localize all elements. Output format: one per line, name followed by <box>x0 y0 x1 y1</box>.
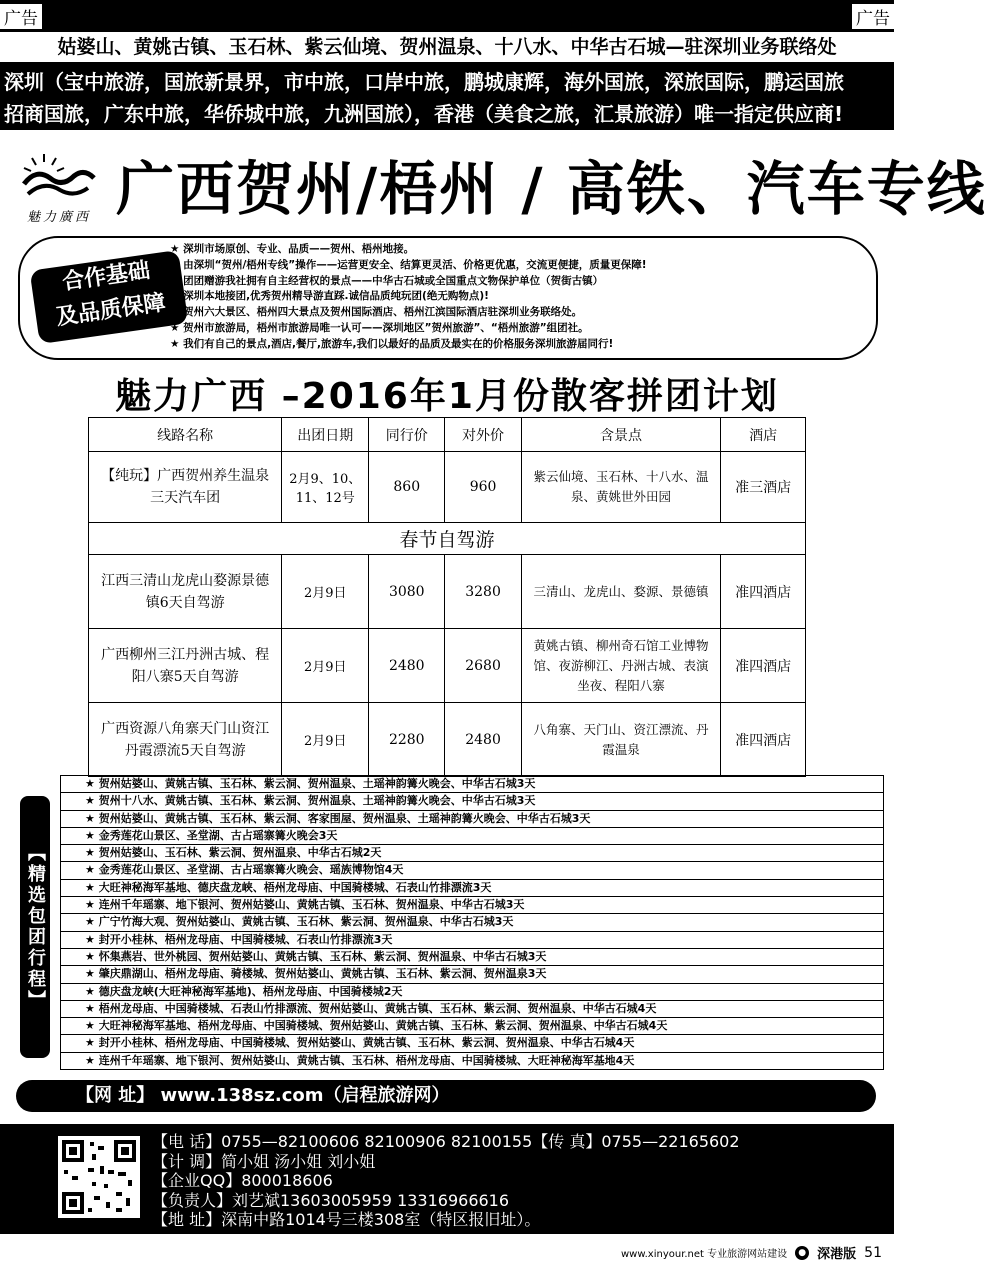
hotel-cell: 准四酒店 <box>721 703 806 777</box>
page-number: 51 <box>864 1244 882 1261</box>
route-cell: 江西三清山龙虎山婺源景德镇6天自驾游 <box>89 555 282 629</box>
tour-item: ★ 封开小桂林、梧州龙母庙、中国骑楼城、贺州姑婆山、黄姚古镇、玉石林、紫云洞、贺州温泉、中华古石城4天 <box>61 1035 883 1052</box>
quality-badge <box>30 250 189 344</box>
sights-cell: 八角寨、天门山、资江漂流、丹霞温泉 <box>521 703 721 777</box>
sights-cell: 紫云仙境、玉石林、十八水、温泉、黄姚世外田园 <box>521 452 721 523</box>
tour-item: ★ 肇庆鼎湖山、梧州龙母庙、骑楼城、贺州姑婆山、黄姚古镇、玉石林、紫云洞、贺州温泉3天 <box>61 966 883 983</box>
quality-info-box <box>18 236 878 360</box>
hotel-cell: 准三酒店 <box>721 452 806 523</box>
public-price-cell: 2680 <box>445 629 521 703</box>
contact-list <box>152 1132 740 1230</box>
footer-site: www.xinyour.net 专业旅游网站建设 <box>620 1249 788 1260</box>
edition-label: 深港版 <box>817 1247 857 1262</box>
manager-line: 【负责人】刘艺斌13603005959 13316966616 <box>152 1190 510 1210</box>
schedule-table <box>88 417 806 777</box>
phone-line: 【电 话】0755—82100606 82100906 82100155【传 真】0755—22165602 <box>152 1132 740 1151</box>
bullet-item: ★ 由深圳“贺州/梧州专线”操作——运营更安全、结算更灵活、价格更优惠，交流更便捷，质量更保障! <box>170 258 647 271</box>
bullet-item: ★ 团团赠游我社拥有自主经营权的景点——中华古石城或全国重点文物保护单位（贺街古镇） <box>170 274 604 287</box>
edition-icon: ● <box>795 1246 809 1260</box>
public-price-cell: 2480 <box>445 703 521 777</box>
selected-tours-label-text: 【精选包团行程】 <box>25 843 46 1011</box>
hotel-cell: 准四酒店 <box>721 629 806 703</box>
qq-line: 【企业QQ】800018606 <box>152 1171 333 1190</box>
header-line-3: 招商国旅，广东中旅，华侨城中旅，九洲国旅），香港（美食之旅，汇景旅游）唯一指定供应商! <box>4 102 844 126</box>
planner-line: 【计 调】简小姐 汤小姐 刘小姐 <box>152 1151 376 1171</box>
tour-item: ★ 金秀莲花山景区、圣堂湖、古占瑶寨篝火晚会、瑶族博物馆4天 <box>61 862 883 879</box>
sun-wave-icon <box>14 150 104 202</box>
selected-tours-label <box>20 796 50 1058</box>
badge-line-2: 及品质保障 <box>54 290 168 331</box>
bullet-item: ★ 我们有自己的景点,酒店,餐厅,旅游车,我们以最好的品质及最实在的价格服务深圳旅游届同行! <box>170 337 614 350</box>
plan-title: 魅力广西 –2016年1月份散客拼团计划 <box>115 376 779 417</box>
public-price-cell: 3280 <box>445 555 521 629</box>
tour-item: ★ 贺州姑婆山、玉石林、紫云洞、贺州温泉、中华古石城2天 <box>61 845 883 862</box>
tour-item: ★ 贺州十八水、黄姚古镇、玉石林、紫云洞、贺州温泉、土瑶神韵篝火晚会、中华古石城3天 <box>61 793 883 810</box>
bullet-item: ★ 深圳本地接团,优秀贺州精导游直踩.诚信品质纯玩团(绝无购物点)! <box>170 290 489 303</box>
tour-item: ★ 大旺神秘海军基地、梧州龙母庙、中国骑楼城、贺州姑婆山、黄姚古镇、玉石林、紫云洞、贺州温泉、中华古石城4天 <box>61 1018 883 1035</box>
header-band <box>0 0 894 130</box>
table-header: 线路名称 <box>89 418 282 452</box>
route-cell: 广西柳州三江丹洲古城、程阳八寨5天自驾游 <box>89 629 282 703</box>
peer-price-cell: 860 <box>369 452 445 523</box>
table-row <box>89 452 806 523</box>
contact-footer <box>0 1124 894 1234</box>
bullet-item: ★ 深圳市场原创、专业、品质——贺州、梧州地接。 <box>170 243 415 255</box>
date-cell: 2月9日 <box>282 555 369 629</box>
header-line-2: 深圳（宝中旅游，国旅新景界，市中旅，口岸中旅，鹏城康辉，海外国旅，深旅国际，鹏运国旅 <box>4 70 844 94</box>
tour-item: ★ 大旺神秘海军基地、德庆盘龙峡、梧州龙母庙、中国骑楼城、石表山竹排漂流3天 <box>61 880 883 897</box>
route-cell: 【纯玩】广西贺州养生温泉三天汽车团 <box>89 452 282 523</box>
route-cell: 广西资源八角寨天门山资江丹霞漂流5天自驾游 <box>89 703 282 777</box>
section-title: 春节自驾游 <box>89 523 806 555</box>
public-price-cell: 960 <box>445 452 521 523</box>
bullet-item: ★ 贺州市旅游局，梧州市旅游局唯一认可——深圳地区”贺州旅游”、“梧州旅游”组团社。 <box>170 321 589 334</box>
table-row <box>89 703 806 777</box>
header-line-1: 姑婆山、黄姚古镇、玉石林、紫云仙境、贺州温泉、十八水、中华古石城—驻深圳业务联络处 <box>0 32 894 62</box>
hotel-cell: 准四酒店 <box>721 555 806 629</box>
ad-label-left: 广告 <box>0 4 42 29</box>
section-row <box>89 523 806 555</box>
tour-item: ★ 连州千年瑶寨、地下银河、贺州姑婆山、黄姚古镇、玉石林、贺州温泉、中华古石城3天 <box>61 897 883 914</box>
page-footer <box>621 1243 882 1262</box>
table-row <box>89 629 806 703</box>
peer-price-cell: 3080 <box>369 555 445 629</box>
peer-price-cell: 2280 <box>369 703 445 777</box>
qr-code-icon[interactable] <box>58 1136 140 1218</box>
peer-price-cell: 2480 <box>369 629 445 703</box>
date-cell: 2月9日 <box>282 629 369 703</box>
tour-item: ★ 连州千年瑶寨、地下银河、贺州姑婆山、黄姚古镇、玉石林、梧州龙母庙、中国骑楼城、大旺神秘海军基地4天 <box>85 1053 635 1067</box>
sights-cell: 三清山、龙虎山、婺源、景德镇 <box>521 555 721 629</box>
main-title: 广西贺州/梧州 / 高铁、汽车专线 <box>116 155 987 223</box>
selected-tours-list <box>60 775 884 1070</box>
table-header-row <box>89 418 806 452</box>
sights-cell: 黄姚古镇、柳州奇石馆工业博物馆、夜游柳江、丹洲古城、表演坐夜、程阳八寨 <box>521 629 721 703</box>
ad-label-right: 广告 <box>852 4 894 29</box>
table-header: 酒店 <box>721 418 806 452</box>
bullet-item: ★ 贺州六大景区、梧州四大景点及贺州国际酒店、梧州江滨国际酒店驻深圳业务联络处。 <box>170 306 583 319</box>
table-header: 含景点 <box>521 418 721 452</box>
address-line: 【地 址】深南中路1014号三楼308室（特区报旧址）。 <box>152 1210 541 1229</box>
guangxi-logo <box>14 150 104 225</box>
tour-item: ★ 贺州姑婆山、黄姚古镇、玉石林、紫云洞、贺州温泉、土瑶神韵篝火晚会、中华古石城3天 <box>61 776 883 793</box>
website-banner[interactable]: 【网 址】 www.138sz.com（启程旅游网） <box>16 1080 876 1112</box>
tour-item: ★ 怀集燕岩、世外桃园、贺州姑婆山、黄姚古镇、玉石林、紫云洞、贺州温泉、中华古石城3天 <box>61 949 883 966</box>
tour-item: ★ 贺州姑婆山、黄姚古镇、玉石林、紫云洞、客家围屋、贺州温泉、土瑶神韵篝火晚会、中华古石城3天 <box>61 811 883 828</box>
table-header: 出团日期 <box>282 418 369 452</box>
date-cell: 2月9、10、11、12号 <box>282 452 369 523</box>
table-row <box>89 555 806 629</box>
logo-text: 魅力廣西 <box>26 210 91 225</box>
badge-line-1: 合作基础 <box>60 258 152 296</box>
tour-item: ★ 梧州龙母庙、中国骑楼城、石表山竹排漂流、贺州姑婆山、黄姚古镇、玉石林、紫云洞、贺州温泉、中华古石城4天 <box>61 1001 883 1018</box>
quality-bullets <box>170 242 870 353</box>
tour-item: ★ 封开小桂林、梧州龙母庙、中国骑楼城、石表山竹排漂流3天 <box>61 932 883 949</box>
date-cell: 2月9日 <box>282 703 369 777</box>
tour-item: ★ 金秀莲花山景区、圣堂湖、古占瑶寨篝火晚会3天 <box>61 828 883 845</box>
tour-item: ★ 广宁竹海大观、贺州姑婆山、黄姚古镇、玉石林、紫云洞、贺州温泉、中华古石城3天 <box>61 914 883 931</box>
table-header: 对外价 <box>445 418 521 452</box>
table-header: 同行价 <box>369 418 445 452</box>
tour-item: ★ 德庆盘龙峡(大旺神秘海军基地)、梧州龙母庙、中国骑楼城2天 <box>61 984 883 1001</box>
